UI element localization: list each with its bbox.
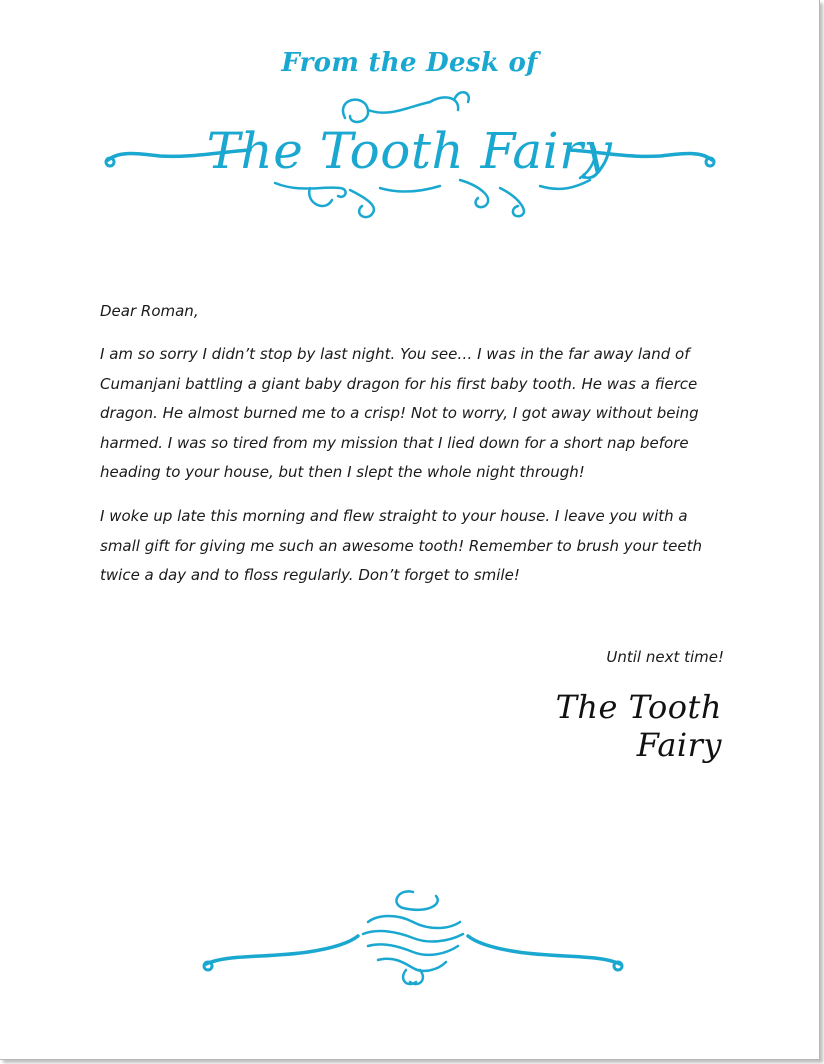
signature: The Tooth Fairy [555,688,722,764]
header-subtitle: From the Desk of [281,48,538,78]
paragraph-line: heading to your house, but then I slept the whole night through! [100,463,585,482]
header-title: The Tooth Fairy [206,122,613,180]
paragraph-line: harmed. I was so tired from my mission that I lied down for a short nap before [100,433,689,452]
letter-closing: Until next time! [606,648,724,666]
letter-paragraph-1 [100,340,730,488]
paragraph-line: I woke up late this morning and flew straight to your house. I leave you with a [100,507,688,525]
paragraph-line: I am so sorry I didn’t stop by last night. You see… I was in the far away land of [100,345,690,363]
paragraph-line: twice a day and to floss regularly. Don’t forget to smile! [100,566,520,585]
letter-paragraph-2 [100,502,730,591]
paragraph-line: dragon. He almost burned me to a crisp! Not to worry, I got away without being [100,404,699,423]
footer-flourish-icon [198,884,628,994]
paragraph-line: Cumanjani battling a giant baby dragon for his first baby tooth. He was a fierce [100,374,698,393]
paragraph-line: small gift for giving me such an awesome tooth! Remember to brush your teeth [100,536,702,555]
letter-greeting: Dear Roman, [100,302,199,320]
